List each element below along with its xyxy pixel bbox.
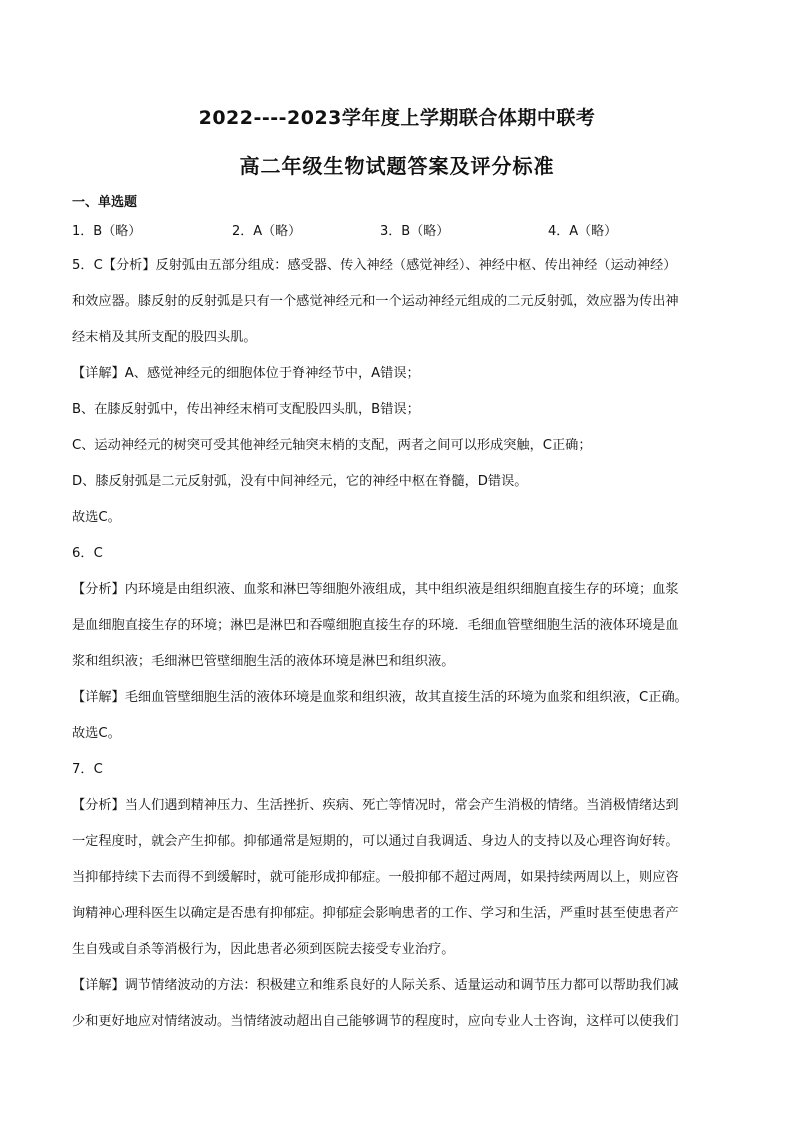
body-line: 【详解】毛细血管壁细胞生活的液体环境是血浆和组织液，故其直接生活的环境为血浆和组织液，C正确。 <box>72 690 688 705</box>
body-line: D、膝反射弧是二元反射弧，没有中间神经元，它的神经中枢在脊髓，D错误。 <box>72 474 528 489</box>
answer-1: 1．B（略） <box>72 224 142 239</box>
body-line: 一定程度时，就会产生抑郁。抑郁通常是短期的，可以通过自我调适、身边人的支持以及心理咨询好转。 <box>72 834 679 849</box>
body-line: C、运动神经元的树突可受其他神经元轴突末梢的支配，两者之间可以形成突触，C正确； <box>72 438 592 453</box>
body-line: 【分析】内环境是由组织液、血浆和淋巴等细胞外液组成，其中组织液是组织细胞直接生存的环境；血浆 <box>72 582 679 597</box>
body-line: 是血细胞直接生存的环境；淋巴是淋巴和吞噬细胞直接生存的环境．毛细血管壁细胞生活的液体环境是血 <box>72 618 679 633</box>
body-line: 浆和组织液；毛细淋巴管壁细胞生活的液体环境是淋巴和组织液。 <box>72 654 455 669</box>
body-line: 经末梢及其所支配的股四头肌。 <box>72 330 257 345</box>
section-heading: 一、单选题 <box>72 195 138 210</box>
body-line: 【分析】当人们遇到精神压力、生活挫折、疾病、死亡等情况时，常会产生消极的情绪。当消极情绪达到 <box>72 798 679 813</box>
body-line: 当抑郁持续下去而得不到缓解时，就可能形成抑郁症。一般抑郁不超过两周，如果持续两周以上，则应咨 <box>72 870 679 885</box>
body-line: 故选C。 <box>72 726 121 741</box>
body-line: 【详解】调节情绪波动的方法：积极建立和维系良好的人际关系、适量运动和调节压力都可以帮助我们减 <box>72 978 679 993</box>
body-line: 故选C。 <box>72 510 121 525</box>
document-title-line1: 2022----2023学年度上学期联合体期中联考 <box>198 107 596 129</box>
document-title-line2: 高二年级生物试题答案及评分标准 <box>239 154 555 178</box>
body-line: 少和更好地应对情绪波动。当情绪波动超出自己能够调节的程度时，应向专业人士咨询，这样可以使我们 <box>72 1014 679 1029</box>
body-line: 7．C <box>72 762 103 777</box>
body-line: 生自残或自杀等消极行为，因此患者必须到医院去接受专业治疗。 <box>72 942 455 957</box>
body-line: 【详解】A、感觉神经元的细胞体位于脊神经节中，A错误； <box>72 366 420 381</box>
answer-2: 2．A（略） <box>232 224 302 239</box>
body-line: 询精神心理科医生以确定是否患有抑郁症。抑郁症会影响患者的工作、学习和生活，严重时甚至使患者产 <box>72 906 679 921</box>
body-line: 和效应器。膝反射的反射弧是只有一个感觉神经元和一个运动神经元组成的二元反射弧，效应器为传出神 <box>72 294 679 309</box>
answer-3: 3．B（略） <box>380 224 450 239</box>
body-line: 6．C <box>72 546 103 561</box>
answer-4: 4．A（略） <box>548 224 618 239</box>
body-line: 5．C【分析】反射弧由五部分组成：感受器、传入神经（感觉神经）、神经中枢、传出神经（运动神经） <box>72 258 677 273</box>
body-line: B、在膝反射弧中，传出神经末梢可支配股四头肌，B错误； <box>72 402 420 417</box>
